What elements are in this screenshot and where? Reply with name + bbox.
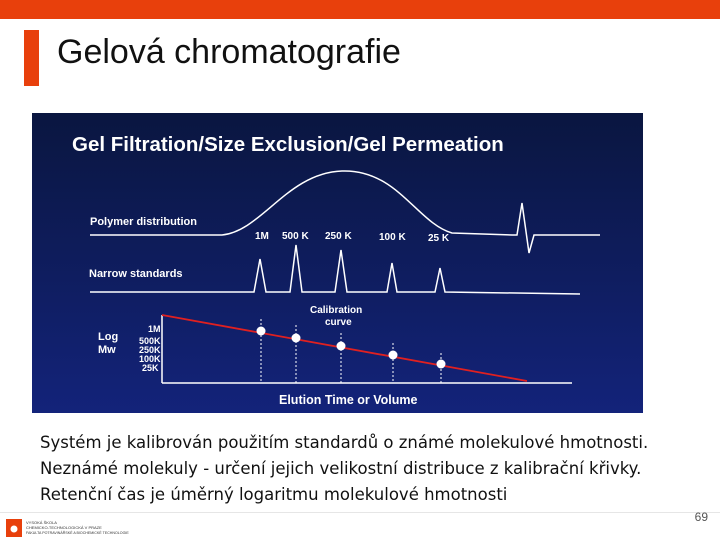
x-axis-label: Elution Time or Volume [279, 393, 418, 407]
peak-label-1m: 1M [255, 231, 269, 242]
logo-line-1: VYSOKÁ ŠKOLA [26, 520, 57, 525]
peak-label-100k: 100 K [379, 232, 406, 243]
peak-label-25k: 25 K [428, 233, 450, 244]
figure-title: Gel Filtration/Size Exclusion/Gel Permeation [72, 133, 504, 156]
figure-background [32, 113, 643, 413]
mw-tick-500k: 500K [139, 336, 161, 346]
peak-label-500k: 500 K [282, 231, 309, 242]
log-axis-label-1: Log [98, 331, 119, 343]
polymer-distribution-label: Polymer distribution [90, 216, 197, 228]
peak-label-250k: 250 K [325, 231, 352, 242]
log-axis-label-2: Mw [98, 344, 116, 356]
title-accent-bar [24, 30, 39, 86]
mw-tick-1m: 1M [148, 324, 161, 334]
mw-tick-250k: 250K [139, 345, 161, 355]
calibration-point-100k [389, 351, 398, 360]
body-line-2: Neznámé molekuly - určení jejich velikostní distribuce z kalibrační křivky. [40, 459, 642, 478]
calibration-point-25k [437, 360, 446, 369]
calibration-point-500k [292, 334, 301, 343]
body-line-1: Systém je kalibrován použitím standardů o známé molekulové hmotnosti. [40, 433, 649, 452]
page-number: 69 [694, 510, 708, 524]
logo-line-3: FAKULTA POTRAVINÁŘSKÉ A BIOCHEMICKÉ TECHNOLOGIE [26, 531, 129, 535]
gel-filtration-figure [32, 113, 643, 413]
top-accent-bar [0, 0, 720, 19]
body-line-3: Retenční čas je úměrný logaritmu molekulové hmotnosti [40, 485, 508, 504]
footer-divider [0, 512, 720, 513]
mw-tick-25k: 25K [142, 363, 159, 373]
slide-title: Gelová chromatografie [57, 33, 401, 71]
mw-tick-100k: 100K [139, 354, 161, 364]
logo-drop-icon [11, 526, 18, 533]
narrow-standards-label: Narrow standards [89, 268, 183, 280]
logo-line-2: CHEMICKO-TECHNOLOGICKÁ V PRAZE [26, 525, 102, 530]
university-logo [6, 519, 136, 537]
slide-body-text [40, 430, 700, 508]
calibration-point-250k [337, 342, 346, 351]
calibration-label-2: curve [325, 317, 352, 328]
calibration-point-1m [257, 327, 266, 336]
calibration-label-1: Calibration [310, 305, 363, 316]
